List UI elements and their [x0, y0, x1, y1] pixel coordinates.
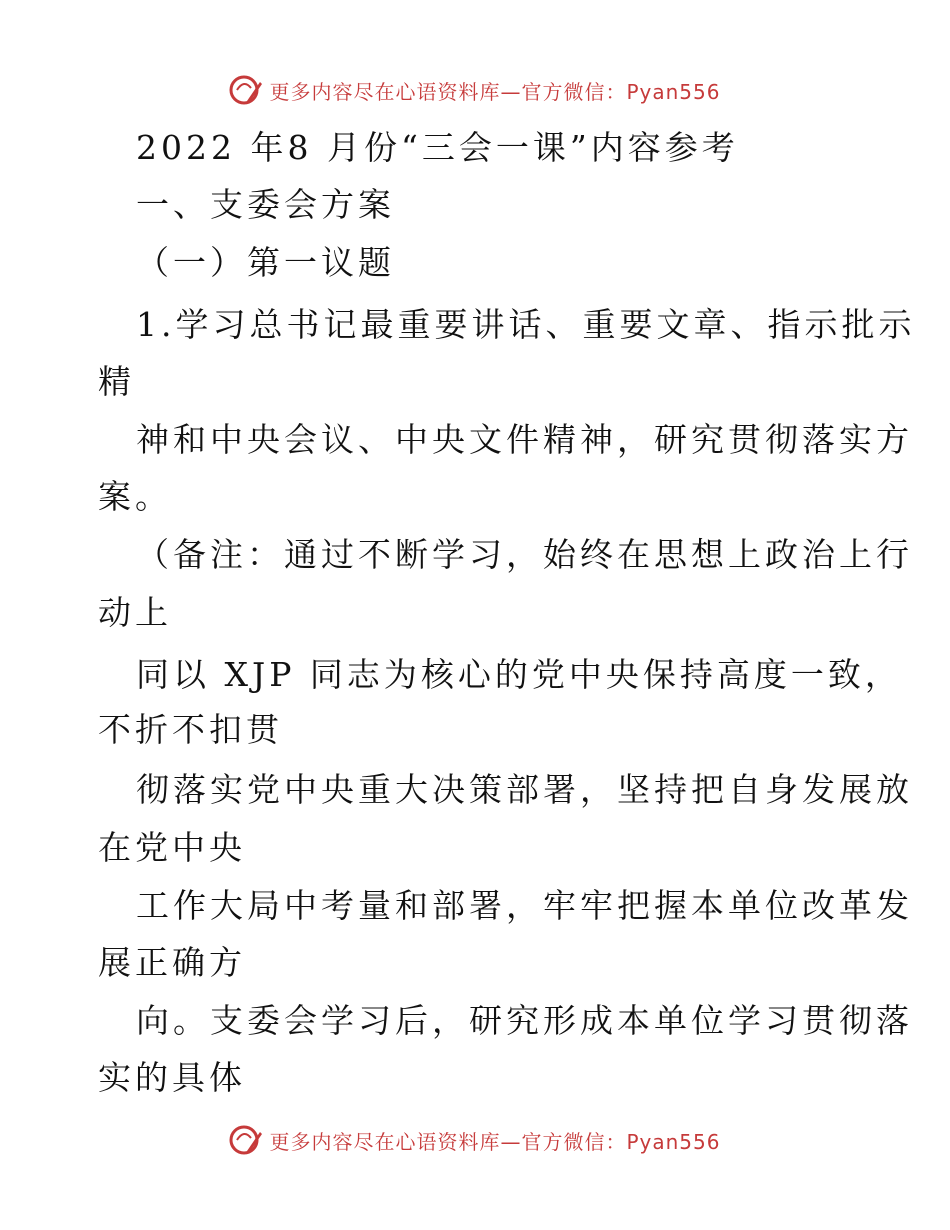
- paragraph-line: 彻落实党中央重大决策部署，坚持把自身发展放: [136, 770, 913, 809]
- watermark-text: 更多内容尽在心语资料库—官方微信：Pyan556: [269, 79, 721, 104]
- footer-banner: [0, 1120, 950, 1160]
- paragraph-line: 展正确方: [98, 943, 246, 982]
- paragraph-line: 在党中央: [98, 828, 246, 867]
- watermark-text: 更多内容尽在心语资料库—官方微信：Pyan556: [269, 1129, 721, 1154]
- paragraph-line: 神和中央会议、中央文件精神，研究贯彻落实方: [136, 420, 913, 459]
- paragraph-line: 向。支委会学习后，研究形成本单位学习贯彻落: [136, 1001, 913, 1040]
- header-banner: [0, 70, 950, 110]
- paragraph-line: 动上: [98, 593, 172, 632]
- paragraph-line: 案。: [98, 477, 172, 516]
- section-heading: 一、支委会方案: [136, 185, 395, 224]
- paragraph-line: 工作大局中考量和部署，牢牢把握本单位改革发: [136, 886, 913, 925]
- paragraph-line: 不折不扣贯: [98, 710, 283, 749]
- paragraph-line: 精: [98, 362, 135, 401]
- document-title: 2022 年8 月份“三会一课”内容参考: [136, 128, 739, 167]
- paragraph-line: 1.学习总书记最重要讲话、重要文章、指示批示: [136, 305, 916, 344]
- paragraph-line: （备注：通过不断学习，始终在思想上政治上行: [136, 535, 913, 574]
- paragraph-line: 实的具体: [98, 1058, 246, 1097]
- brain-pen-logo-icon: [229, 1123, 263, 1157]
- paragraph-line: 同以 XJP 同志为核心的党中央保持高度一致，: [136, 655, 902, 694]
- brain-pen-logo-icon: [229, 73, 263, 107]
- subsection-heading: （一）第一议题: [136, 243, 395, 282]
